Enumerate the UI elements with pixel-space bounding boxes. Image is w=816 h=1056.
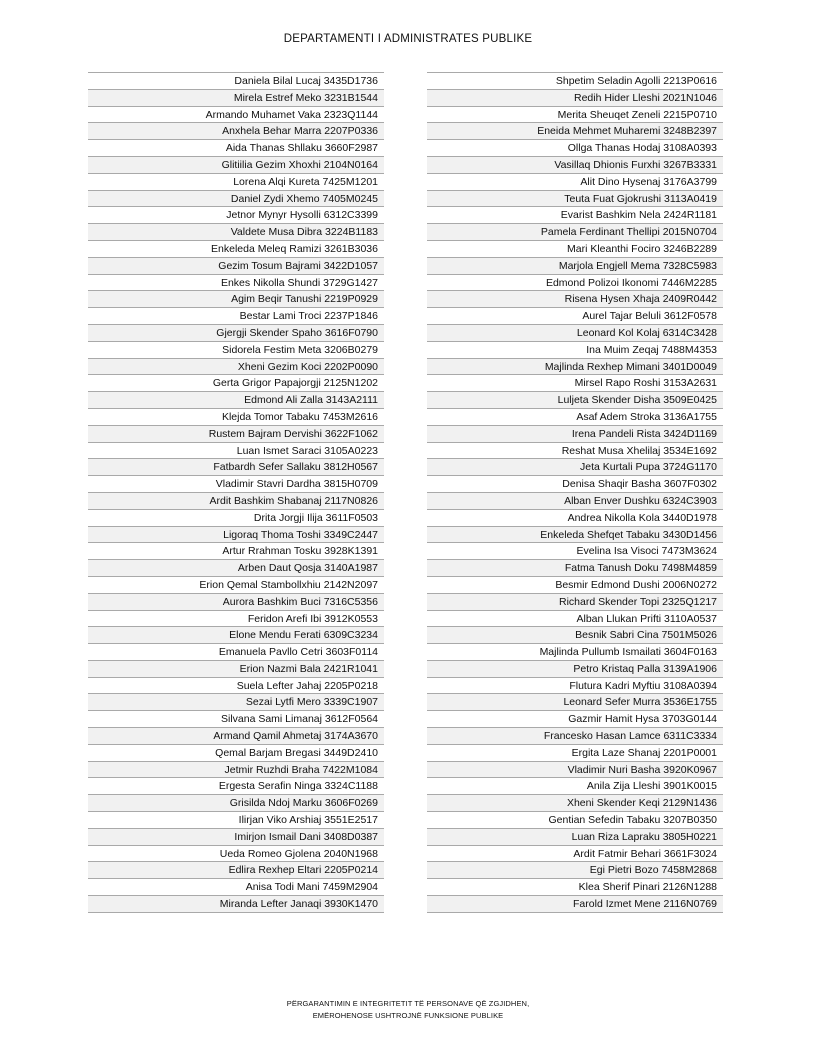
list-item: Edmond Ali Zalla 3143A2111 <box>88 392 384 409</box>
list-item: Erion Nazmi Bala 2421R1041 <box>88 661 384 678</box>
list-item: Erion Qemal Stambollxhiu 2142N2097 <box>88 577 384 594</box>
list-item: Ueda Romeo Gjolena 2040N1968 <box>88 846 384 863</box>
list-item: Aurora Bashkim Buci 7316C5356 <box>88 594 384 611</box>
list-item: Ina Muim Zeqaj 7488M4353 <box>427 342 723 359</box>
list-item: Emanuela Pavllo Cetri 3603F0114 <box>88 644 384 661</box>
list-item: Flutura Kadri Myftiu 3108A0394 <box>427 678 723 695</box>
list-item: Anxhela Behar Marra 2207P0336 <box>88 123 384 140</box>
list-item: Vladimir Nuri Basha 3920K0967 <box>427 762 723 779</box>
list-item: Ilirjan Viko Arshiaj 3551E2517 <box>88 812 384 829</box>
list-item: Ollga Thanas Hodaj 3108A0393 <box>427 140 723 157</box>
list-item: Gentian Sefedin Tabaku 3207B0350 <box>427 812 723 829</box>
list-item: Fatbardh Sefer Sallaku 3812H0567 <box>88 459 384 476</box>
list-item: Irena Pandeli Rista 3424D1169 <box>427 426 723 443</box>
list-item: Gerta Grigor Papajorgji 2125N1202 <box>88 375 384 392</box>
list-item: Mirela Estref Meko 3231B1544 <box>88 90 384 107</box>
list-item: Farold Izmet Mene 2116N0769 <box>427 896 723 913</box>
list-item: Besmir Edmond Dushi 2006N0272 <box>427 577 723 594</box>
list-item: Ardit Fatmir Behari 3661F3024 <box>427 846 723 863</box>
list-item: Elone Mendu Ferati 6309C3234 <box>88 627 384 644</box>
list-item: Anila Zija Lleshi 3901K0015 <box>427 778 723 795</box>
list-item: Teuta Fuat Gjokrushi 3113A0419 <box>427 191 723 208</box>
list-item: Jeta Kurtali Pupa 3724G1170 <box>427 459 723 476</box>
list-item: Gazmir Hamit Hysa 3703G0144 <box>427 711 723 728</box>
list-item: Luan Ismet Saraci 3105A0223 <box>88 443 384 460</box>
list-item: Shpetim Seladin Agolli 2213P0616 <box>427 73 723 90</box>
list-item: Feridon Arefi Ibi 3912K0553 <box>88 611 384 628</box>
list-item: Agim Beqir Tanushi 2219P0929 <box>88 291 384 308</box>
list-item: Armand Qamil Ahmetaj 3174A3670 <box>88 728 384 745</box>
list-item: Qemal Barjam Bregasi 3449D2410 <box>88 745 384 762</box>
list-item: Richard Skender Topi 2325Q1217 <box>427 594 723 611</box>
list-item: Imirjon Ismail Dani 3408D0387 <box>88 829 384 846</box>
list-item: Bestar Lami Troci 2237P1846 <box>88 308 384 325</box>
list-item: Grisilda Ndoj Marku 3606F0269 <box>88 795 384 812</box>
list-item: Xheni Skender Keqi 2129N1436 <box>427 795 723 812</box>
list-item: Edmond Polizoi Ikonomi 7446M2285 <box>427 275 723 292</box>
list-item: Vasillaq Dhionis Furxhi 3267B3331 <box>427 157 723 174</box>
list-item: Leonard Sefer Murra 3536E1755 <box>427 694 723 711</box>
list-item: Ligoraq Thoma Toshi 3349C2447 <box>88 527 384 544</box>
right-name-list <box>427 72 723 913</box>
list-item: Sidorela Festim Meta 3206B0279 <box>88 342 384 359</box>
list-item: Evarist Bashkim Nela 2424R1181 <box>427 207 723 224</box>
list-item: Andrea Nikolla Kola 3440D1978 <box>427 510 723 527</box>
list-item: Anisa Todi Mani 7459M2904 <box>88 879 384 896</box>
list-item: Mirsel Rapo Roshi 3153A2631 <box>427 375 723 392</box>
list-item: Majlinda Pullumb Ismailati 3604F0163 <box>427 644 723 661</box>
list-item: Edlira Rexhep Eltari 2205P0214 <box>88 862 384 879</box>
list-item: Ergita Laze Shanaj 2201P0001 <box>427 745 723 762</box>
list-item: Gezim Tosum Bajrami 3422D1057 <box>88 258 384 275</box>
list-item: Reshat Musa Xhelilaj 3534E1692 <box>427 443 723 460</box>
list-item: Redih Hider Lleshi 2021N1046 <box>427 90 723 107</box>
list-item: Arben Daut Qosja 3140A1987 <box>88 560 384 577</box>
list-item: Glitiilia Gezim Xhoxhi 2104N0164 <box>88 157 384 174</box>
list-item: Leonard Kol Kolaj 6314C3428 <box>427 325 723 342</box>
list-item: Klejda Tomor Tabaku 7453M2616 <box>88 409 384 426</box>
list-item: Armando Muhamet Vaka 2323Q1144 <box>88 107 384 124</box>
list-item: Klea Sherif Pinari 2126N1288 <box>427 879 723 896</box>
list-item: Aurel Tajar Beluli 3612F0578 <box>427 308 723 325</box>
list-item: Evelina Isa Visoci 7473M3624 <box>427 543 723 560</box>
list-item: Silvana Sami Limanaj 3612F0564 <box>88 711 384 728</box>
list-item: Majlinda Rexhep Mimani 3401D0049 <box>427 359 723 376</box>
list-item: Daniela Bilal Lucaj 3435D1736 <box>88 73 384 90</box>
list-item: Marjola Engjell Mema 7328C5983 <box>427 258 723 275</box>
list-item: Petro Kristaq Palla 3139A1906 <box>427 661 723 678</box>
footer-line-1: PËRGARANTIMIN E INTEGRITETIT TË PERSONAVE QË ZGJIDHEN, <box>286 999 530 1008</box>
list-item: Rustem Bajram Dervishi 3622F1062 <box>88 426 384 443</box>
list-item: Mari Kleanthi Fociro 3246B2289 <box>427 241 723 258</box>
list-item: Aida Thanas Shllaku 3660F2987 <box>88 140 384 157</box>
list-item: Enkeleda Shefqet Tabaku 3430D1456 <box>427 527 723 544</box>
list-item: Gjergji Skender Spaho 3616F0790 <box>88 325 384 342</box>
list-item: Alban Enver Dushku 6324C3903 <box>427 493 723 510</box>
list-item: Miranda Lefter Janaqi 3930K1470 <box>88 896 384 913</box>
list-item: Francesko Hasan Lamce 6311C3334 <box>427 728 723 745</box>
list-item: Lorena Alqi Kureta 7425M1201 <box>88 174 384 191</box>
list-item: Suela Lefter Jahaj 2205P0218 <box>88 678 384 695</box>
list-item: Merita Sheuqet Zeneli 2215P0710 <box>427 107 723 124</box>
list-item: Besnik Sabri Cina 7501M5026 <box>427 627 723 644</box>
list-item: Xheni Gezim Koci 2202P0090 <box>88 359 384 376</box>
list-item: Daniel Zydi Xhemo 7405M0245 <box>88 191 384 208</box>
list-item: Pamela Ferdinant Thellipi 2015N0704 <box>427 224 723 241</box>
list-item: Alit Dino Hysenaj 3176A3799 <box>427 174 723 191</box>
list-item: Drita Jorgji Ilija 3611F0503 <box>88 510 384 527</box>
list-item: Eneida Mehmet Muharemi 3248B2397 <box>427 123 723 140</box>
list-item: Luljeta Skender Disha 3509E0425 <box>427 392 723 409</box>
list-item: Enkes Nikolla Shundi 3729G1427 <box>88 275 384 292</box>
list-item: Enkeleda Meleq Ramizi 3261B3036 <box>88 241 384 258</box>
list-item: Vladimir Stavri Dardha 3815H0709 <box>88 476 384 493</box>
list-item: Asaf Adem Stroka 3136A1755 <box>427 409 723 426</box>
list-item: Luan Riza Lapraku 3805H0221 <box>427 829 723 846</box>
list-item: Egi Pietri Bozo 7458M2868 <box>427 862 723 879</box>
list-item: Artur Rrahman Tosku 3928K1391 <box>88 543 384 560</box>
list-item: Fatma Tanush Doku 7498M4859 <box>427 560 723 577</box>
list-item: Risena Hysen Xhaja 2409R0442 <box>427 291 723 308</box>
list-item: Jetnor Mynyr Hysolli 6312C3399 <box>88 207 384 224</box>
footer-line-2: EMËROHENOSE USHTROJNË FUNKSIONE PUBLIKE <box>312 1011 504 1020</box>
list-item: Valdete Musa Dibra 3224B1183 <box>88 224 384 241</box>
list-item: Ergesta Serafin Ninga 3324C1188 <box>88 778 384 795</box>
page-footer <box>0 998 816 1022</box>
list-item: Alban Llukan Prifti 3110A0537 <box>427 611 723 628</box>
list-item: Denisa Shaqir Basha 3607F0302 <box>427 476 723 493</box>
left-name-list <box>88 72 384 913</box>
list-item: Jetmir Ruzhdi Braha 7422M1084 <box>88 762 384 779</box>
list-item: Ardit Bashkim Shabanaj 2117N0826 <box>88 493 384 510</box>
page-title: DEPARTAMENTI I ADMINISTRATES PUBLIKE <box>283 33 533 45</box>
list-item: Sezai Lytfi Mero 3339C1907 <box>88 694 384 711</box>
